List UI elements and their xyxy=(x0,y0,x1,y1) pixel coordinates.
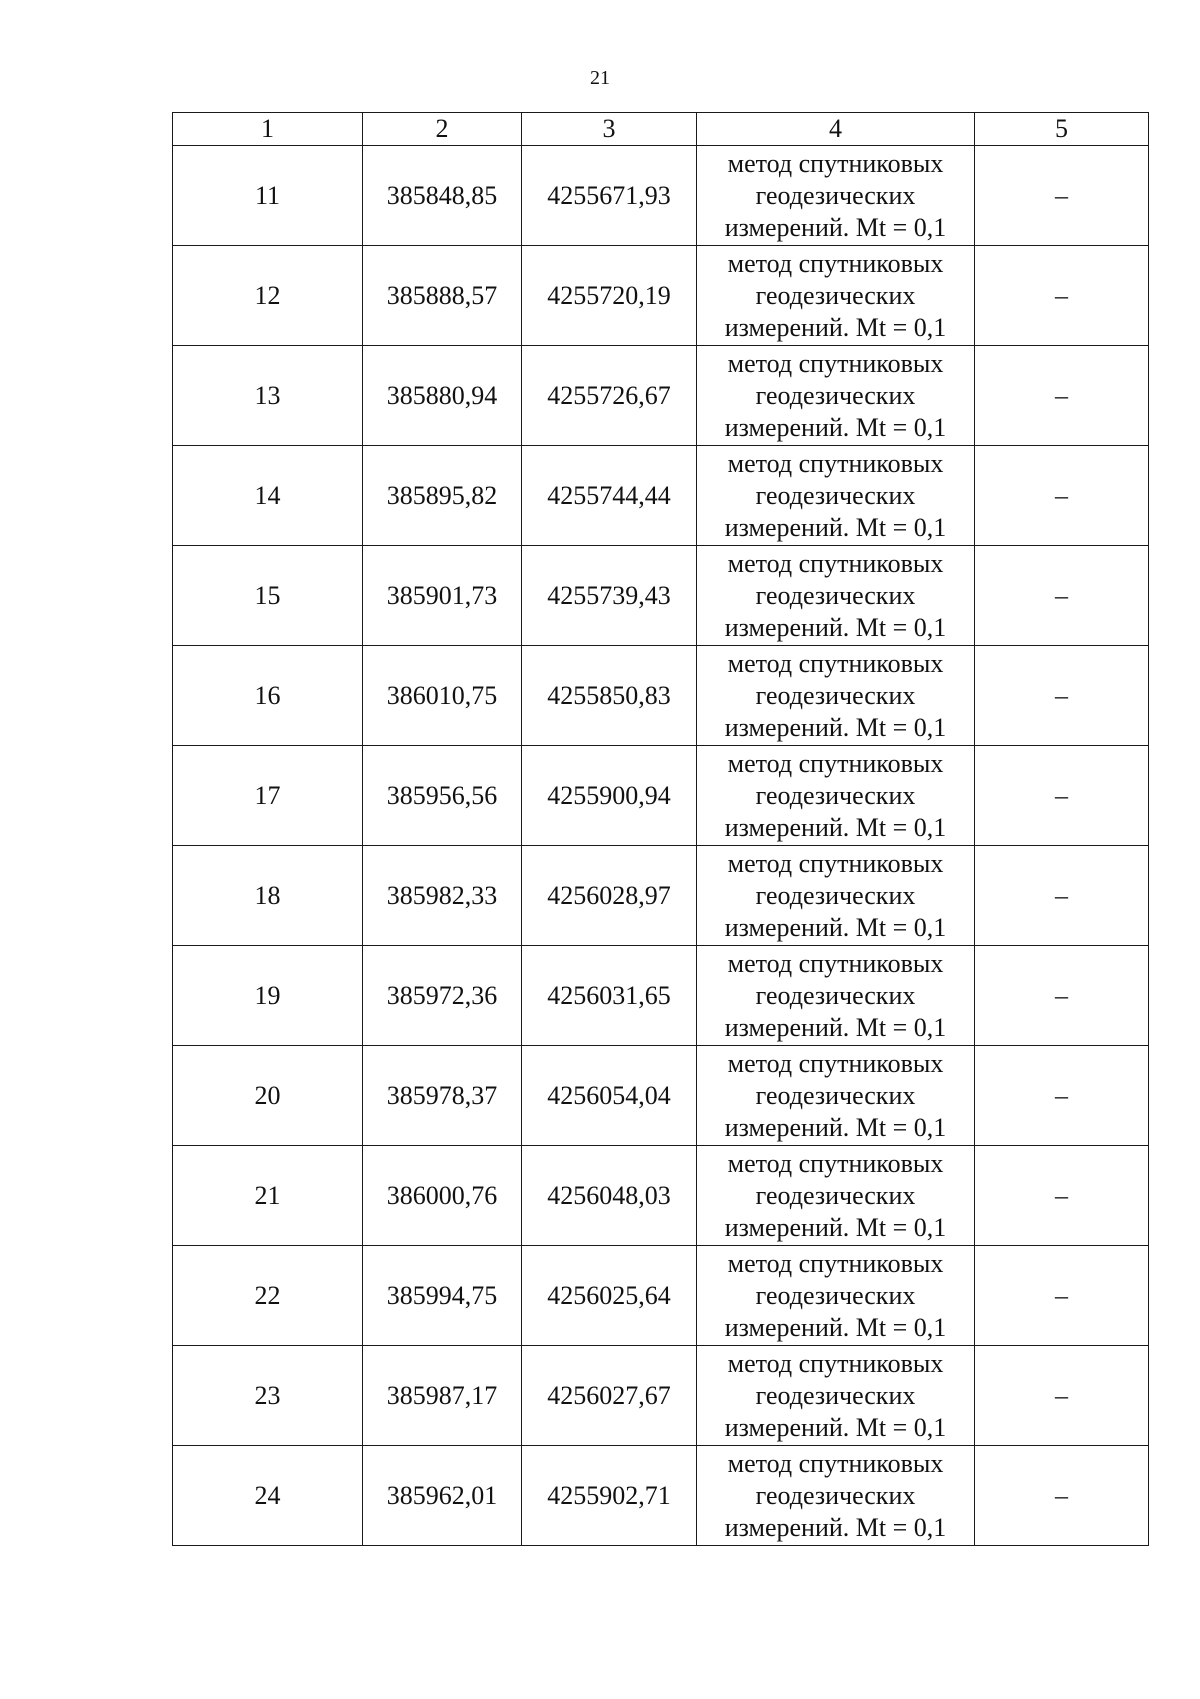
method-line-2: геодезических xyxy=(755,1180,916,1210)
x-coordinate-cell: 385848,85 xyxy=(363,146,522,246)
table-row xyxy=(173,446,1149,546)
table-row xyxy=(173,546,1149,646)
y-coordinate-cell: 4256027,67 xyxy=(522,1346,697,1446)
note-cell: – xyxy=(975,446,1149,546)
x-coordinate-cell: 385888,57 xyxy=(363,246,522,346)
method-line-1: метод спутниковых xyxy=(727,248,944,278)
note-cell: – xyxy=(975,1446,1149,1546)
header-row xyxy=(173,113,1149,146)
y-coordinate-cell: 4256025,64 xyxy=(522,1246,697,1346)
method-cell xyxy=(697,1446,975,1546)
note-cell: – xyxy=(975,546,1149,646)
method-line-1: метод спутниковых xyxy=(727,1248,944,1278)
x-coordinate-cell: 386010,75 xyxy=(363,646,522,746)
y-coordinate-cell: 4256031,65 xyxy=(522,946,697,1046)
method-line-3: измерений. Mt = 0,1 xyxy=(724,1012,947,1042)
point-number-cell: 19 xyxy=(173,946,363,1046)
method-line-3: измерений. Mt = 0,1 xyxy=(724,912,947,942)
point-number-cell: 16 xyxy=(173,646,363,746)
method-line-3: измерений. Mt = 0,1 xyxy=(724,1212,947,1242)
method-cell xyxy=(697,746,975,846)
x-coordinate-cell: 385895,82 xyxy=(363,446,522,546)
point-number-cell: 13 xyxy=(173,346,363,446)
y-coordinate-cell: 4255720,19 xyxy=(522,246,697,346)
method-line-1: метод спутниковых xyxy=(727,1348,944,1378)
method-line-2: геодезических xyxy=(755,980,916,1010)
table-row xyxy=(173,746,1149,846)
method-line-2: геодезических xyxy=(755,580,916,610)
x-coordinate-cell: 385994,75 xyxy=(363,1246,522,1346)
x-coordinate-cell: 385956,56 xyxy=(363,746,522,846)
method-line-2: геодезических xyxy=(755,1380,916,1410)
method-line-2: геодезических xyxy=(755,180,916,210)
point-number-cell: 22 xyxy=(173,1246,363,1346)
y-coordinate-cell: 4255900,94 xyxy=(522,746,697,846)
method-cell xyxy=(697,346,975,446)
note-cell: – xyxy=(975,1246,1149,1346)
table-row xyxy=(173,1446,1149,1546)
x-coordinate-cell: 386000,76 xyxy=(363,1146,522,1246)
method-line-2: геодезических xyxy=(755,380,916,410)
method-cell xyxy=(697,1246,975,1346)
point-number-cell: 23 xyxy=(173,1346,363,1446)
method-cell xyxy=(697,846,975,946)
x-coordinate-cell: 385978,37 xyxy=(363,1046,522,1146)
method-line-3: измерений. Mt = 0,1 xyxy=(724,412,947,442)
x-coordinate-cell: 385972,36 xyxy=(363,946,522,1046)
note-cell: – xyxy=(975,1046,1149,1146)
method-line-2: геодезических xyxy=(755,780,916,810)
method-line-1: метод спутниковых xyxy=(727,948,944,978)
method-cell xyxy=(697,1146,975,1246)
method-line-3: измерений. Mt = 0,1 xyxy=(724,712,947,742)
table-row xyxy=(173,1246,1149,1346)
table-row xyxy=(173,146,1149,246)
method-line-1: метод спутниковых xyxy=(727,348,944,378)
note-cell: – xyxy=(975,346,1149,446)
column-header-3: 3 xyxy=(522,113,697,146)
method-line-2: геодезических xyxy=(755,1080,916,1110)
y-coordinate-cell: 4255739,43 xyxy=(522,546,697,646)
point-number-cell: 14 xyxy=(173,446,363,546)
method-line-3: измерений. Mt = 0,1 xyxy=(724,1412,947,1442)
point-number-cell: 18 xyxy=(173,846,363,946)
note-cell: – xyxy=(975,1146,1149,1246)
method-cell xyxy=(697,446,975,546)
y-coordinate-cell: 4255902,71 xyxy=(522,1446,697,1546)
x-coordinate-cell: 385962,01 xyxy=(363,1446,522,1546)
table-row xyxy=(173,946,1149,1046)
point-number-cell: 11 xyxy=(173,146,363,246)
method-line-3: измерений. Mt = 0,1 xyxy=(724,512,947,542)
y-coordinate-cell: 4255671,93 xyxy=(522,146,697,246)
x-coordinate-cell: 385901,73 xyxy=(363,546,522,646)
method-line-1: метод спутниковых xyxy=(727,748,944,778)
method-line-2: геодезических xyxy=(755,680,916,710)
point-number-cell: 21 xyxy=(173,1146,363,1246)
method-line-3: измерений. Mt = 0,1 xyxy=(724,1312,947,1342)
note-cell: – xyxy=(975,746,1149,846)
method-line-1: метод спутниковых xyxy=(727,148,944,178)
note-cell: – xyxy=(975,246,1149,346)
method-line-2: геодезических xyxy=(755,880,916,910)
method-cell xyxy=(697,1346,975,1446)
method-line-1: метод спутниковых xyxy=(727,648,944,678)
table-row xyxy=(173,1346,1149,1446)
table-row xyxy=(173,846,1149,946)
method-line-3: измерений. Mt = 0,1 xyxy=(724,1112,947,1142)
method-cell xyxy=(697,146,975,246)
y-coordinate-cell: 4255744,44 xyxy=(522,446,697,546)
note-cell: – xyxy=(975,646,1149,746)
y-coordinate-cell: 4256054,04 xyxy=(522,1046,697,1146)
y-coordinate-cell: 4256048,03 xyxy=(522,1146,697,1246)
note-cell: – xyxy=(975,946,1149,1046)
note-cell: – xyxy=(975,146,1149,246)
method-cell xyxy=(697,246,975,346)
column-header-1: 1 xyxy=(173,113,363,146)
method-line-2: геодезических xyxy=(755,280,916,310)
point-number-cell: 12 xyxy=(173,246,363,346)
table-header xyxy=(173,113,1149,146)
method-cell xyxy=(697,1046,975,1146)
x-coordinate-cell: 385880,94 xyxy=(363,346,522,446)
point-number-cell: 17 xyxy=(173,746,363,846)
column-header-5: 5 xyxy=(975,113,1149,146)
method-line-1: метод спутниковых xyxy=(727,548,944,578)
point-number-cell: 20 xyxy=(173,1046,363,1146)
method-line-1: метод спутниковых xyxy=(727,1048,944,1078)
method-line-2: геодезических xyxy=(755,480,916,510)
point-number-cell: 24 xyxy=(173,1446,363,1546)
y-coordinate-cell: 4255726,67 xyxy=(522,346,697,446)
method-cell xyxy=(697,546,975,646)
method-line-3: измерений. Mt = 0,1 xyxy=(724,1512,947,1542)
table-row xyxy=(173,1046,1149,1146)
method-line-1: метод спутниковых xyxy=(727,448,944,478)
table-row xyxy=(173,646,1149,746)
method-line-1: метод спутниковых xyxy=(727,1448,944,1478)
method-line-3: измерений. Mt = 0,1 xyxy=(724,612,947,642)
table-row xyxy=(173,246,1149,346)
point-number-cell: 15 xyxy=(173,546,363,646)
method-line-3: измерений. Mt = 0,1 xyxy=(724,312,947,342)
page-number: 21 xyxy=(590,67,610,89)
method-cell xyxy=(697,646,975,746)
table-body xyxy=(173,146,1149,1546)
y-coordinate-cell: 4255850,83 xyxy=(522,646,697,746)
method-line-3: измерений. Mt = 0,1 xyxy=(724,812,947,842)
coordinates-table xyxy=(172,112,1149,1546)
x-coordinate-cell: 385987,17 xyxy=(363,1346,522,1446)
method-line-1: метод спутниковых xyxy=(727,1148,944,1178)
column-header-4: 4 xyxy=(697,113,975,146)
y-coordinate-cell: 4256028,97 xyxy=(522,846,697,946)
note-cell: – xyxy=(975,1346,1149,1446)
method-line-2: геодезических xyxy=(755,1480,916,1510)
column-header-2: 2 xyxy=(363,113,522,146)
method-line-2: геодезических xyxy=(755,1280,916,1310)
note-cell: – xyxy=(975,846,1149,946)
method-line-3: измерений. Mt = 0,1 xyxy=(724,212,947,242)
table-row xyxy=(173,1146,1149,1246)
x-coordinate-cell: 385982,33 xyxy=(363,846,522,946)
method-line-1: метод спутниковых xyxy=(727,848,944,878)
table-row xyxy=(173,346,1149,446)
method-cell xyxy=(697,946,975,1046)
